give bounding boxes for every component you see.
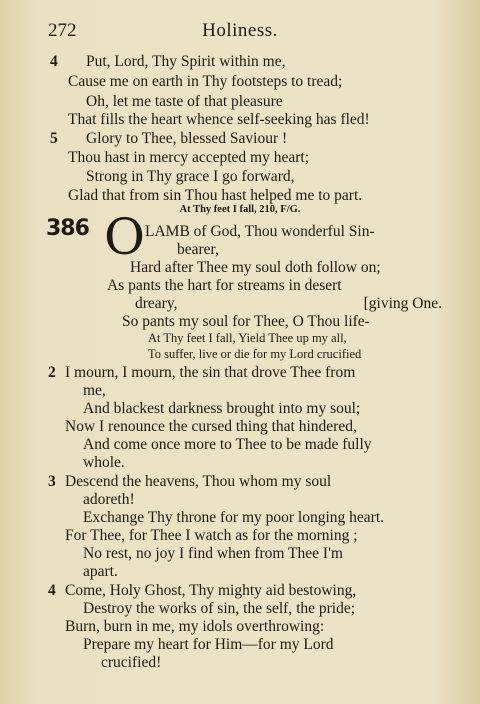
- verse-line: And blackest darkness brought into my soul;: [83, 400, 361, 417]
- verse-line: Now I renounce the cursed thing that hindered,: [65, 418, 357, 435]
- verse-line: LAMB of God, Thou wonderful Sin-: [145, 223, 375, 240]
- chorus-line: To suffer, live or die for my Lord crucified: [148, 347, 362, 361]
- verse-line: Come, Holy Ghost, Thy mighty aid bestowing,: [65, 582, 357, 599]
- verse-line: No rest, no joy I find when from Thee I'm: [83, 545, 343, 562]
- verse-line: Glory to Thee, blessed Saviour !: [86, 130, 288, 147]
- chorus-line: At Thy feet I fall, Yield Thee up my all,: [148, 331, 347, 345]
- verse-line: Destroy the works of sin, the self, the pride;: [83, 600, 356, 617]
- verse-line: Hard after Thee my soul doth follow on;: [130, 259, 381, 276]
- verse-number: 2: [48, 364, 56, 381]
- verse-line: I mourn, I mourn, the sin that drove Thee from: [65, 364, 356, 381]
- verse-line: That fills the heart whence self-seeking has fled!: [68, 111, 370, 128]
- drop-cap: O: [104, 208, 145, 266]
- page-header: [0, 20, 480, 44]
- verse-line: Prepare my heart for Him—for my Lord: [83, 636, 334, 653]
- verse-line: crucified!: [101, 654, 162, 671]
- verse-number: 3: [48, 473, 56, 490]
- running-title: Holiness.: [202, 20, 278, 41]
- verse-line: For Thee, for Thee I watch as for the morning ;: [65, 527, 358, 544]
- verse-number: 4: [48, 582, 56, 599]
- verse-line: Put, Lord, Thy Spirit within me,: [86, 53, 286, 70]
- verse-line: me,: [83, 382, 106, 399]
- verse-line: So pants my soul for Thee, O Thou life-: [122, 313, 370, 330]
- verse-line: [giving One.: [363, 295, 442, 312]
- verse-line: As pants the hart for streams in desert: [107, 277, 342, 294]
- verse-line: Strong in Thy grace I go forward,: [86, 168, 295, 185]
- hymn-number: 386: [46, 216, 89, 241]
- verse-line: Cause me on earth in Thy footsteps to tread;: [68, 73, 343, 90]
- verse-line: Thou hast in mercy accepted my heart;: [68, 149, 310, 166]
- verse-line: Descend the heavens, Thou whom my soul: [65, 473, 332, 490]
- tune-reference: At Thy feet I fall, 210, F/G.: [179, 204, 301, 215]
- verse-line: And come once more to Thee to be made fully: [83, 436, 372, 453]
- verse-line: Burn, burn in me, my idols overthrowing:: [65, 618, 325, 635]
- verse-number: 5: [50, 130, 58, 147]
- verse-line: Glad that from sin Thou hast helped me to part.: [68, 187, 363, 204]
- verse-line: Exchange Thy throne for my poor longing heart.: [83, 509, 385, 526]
- page-number: 272: [48, 20, 77, 41]
- verse-line: dreary,: [135, 295, 178, 312]
- verse-line: Oh, let me taste of that pleasure: [86, 93, 283, 110]
- verse-number: 4: [50, 53, 58, 70]
- verse-line: bearer,: [177, 241, 219, 258]
- verse-line: apart.: [83, 563, 118, 580]
- verse-line: whole.: [83, 454, 125, 471]
- verse-line: adoreth!: [83, 491, 135, 508]
